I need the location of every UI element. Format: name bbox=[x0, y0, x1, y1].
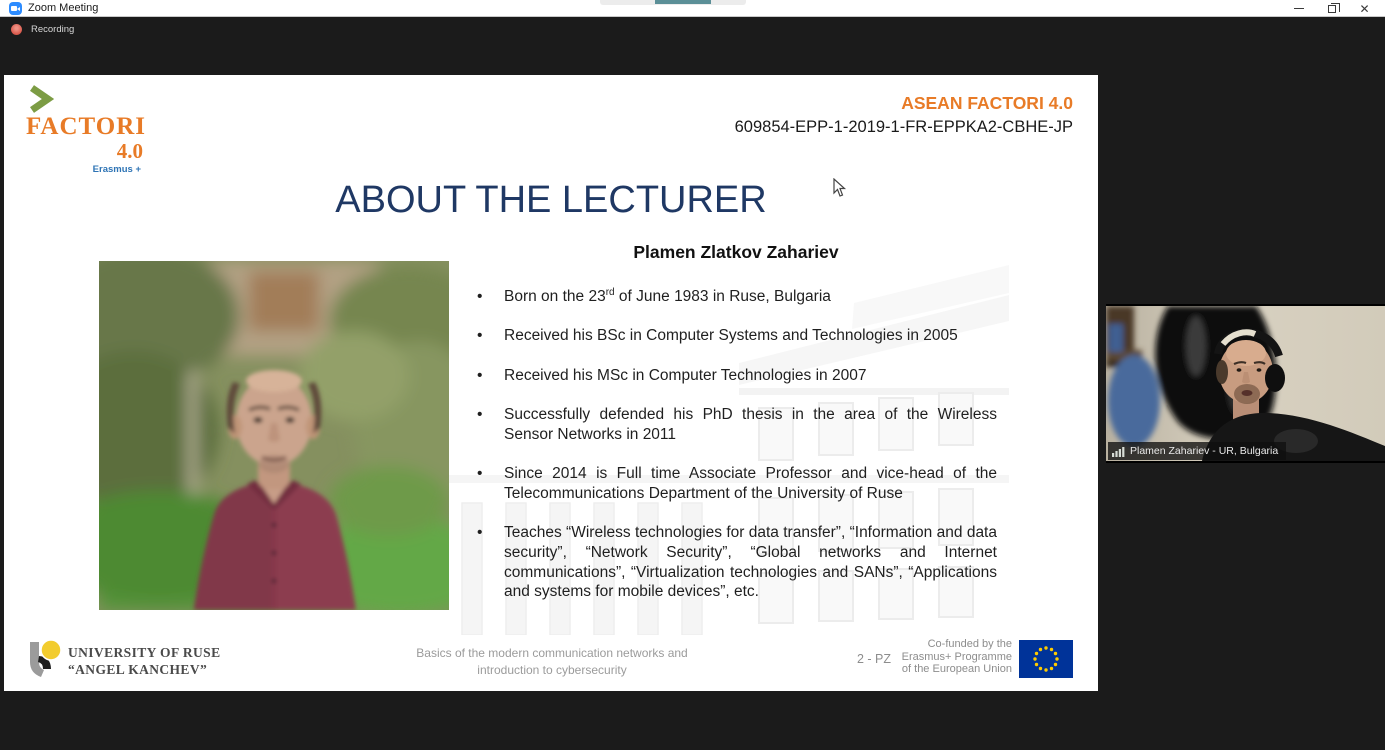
restore-icon bbox=[1328, 5, 1336, 13]
mouse-cursor-icon bbox=[833, 178, 847, 198]
bullet-text: Received his BSc in Computer Systems and Technologies in 2005 bbox=[504, 327, 958, 345]
factori-logo bbox=[26, 85, 146, 175]
factori-chevron-icon bbox=[28, 85, 54, 113]
recording-dot-icon bbox=[11, 24, 22, 35]
erasmus-label: Erasmus + bbox=[92, 164, 141, 175]
restore-button[interactable] bbox=[1315, 0, 1348, 17]
bullet-text: Since 2014 is Full time Associate Professor and vice-head of the Telecommunications Department of the University of Ruse bbox=[504, 464, 997, 502]
participant-name-text: Plamen Zahariev - UR, Bulgaria bbox=[1130, 445, 1279, 457]
bullet-item bbox=[477, 366, 997, 386]
close-button[interactable]: ✕ bbox=[1359, 1, 1370, 16]
bullet-item bbox=[477, 405, 997, 445]
factori-brand-text: FACTORI bbox=[26, 113, 146, 140]
bullet-marker: • bbox=[477, 327, 483, 345]
participant-video-thumbnail[interactable] bbox=[1106, 304, 1385, 463]
minimize-icon bbox=[1294, 8, 1304, 9]
minimize-button[interactable] bbox=[1282, 0, 1315, 17]
cofunded-line2: Erasmus+ Programme bbox=[901, 650, 1012, 663]
university-logo bbox=[24, 638, 66, 680]
bullet-marker: • bbox=[477, 288, 483, 305]
bullet-text: Born on the 23 bbox=[504, 288, 606, 305]
slide-number: 2 - PZ bbox=[857, 652, 892, 666]
bullet-item bbox=[477, 523, 997, 602]
bullet-superscript: rd bbox=[605, 286, 615, 298]
participant-video-frame bbox=[1106, 306, 1385, 461]
bullet-item bbox=[477, 287, 997, 307]
floating-control-tab[interactable] bbox=[600, 0, 746, 5]
slide-title: ABOUT THE LECTURER bbox=[335, 179, 767, 221]
lecturer-name: Plamen Zlatkov Zahariev bbox=[633, 242, 839, 262]
project-code: 609854-EPP-1-2019-1-FR-EPPKA2-CBHE-JP bbox=[734, 118, 1073, 137]
bullet-marker: • bbox=[477, 524, 483, 542]
bullet-item bbox=[477, 326, 997, 346]
bullet-text: of June 1983 in Ruse, Bulgaria bbox=[614, 288, 831, 305]
window-title: Zoom Meeting bbox=[28, 2, 99, 14]
zoom-app-icon bbox=[9, 2, 22, 15]
course-title bbox=[352, 645, 752, 679]
lecturer-photo bbox=[99, 261, 449, 610]
window-titlebar bbox=[0, 0, 1385, 17]
lecturer-bullet-list bbox=[477, 287, 997, 622]
bullet-text: Received his MSc in Computer Technologies in 2007 bbox=[504, 366, 867, 384]
cofunded-text bbox=[902, 638, 1012, 676]
project-title: ASEAN FACTORI 4.0 bbox=[901, 93, 1073, 113]
participant-name-label bbox=[1108, 442, 1286, 460]
university-name: UNIVERSITY OF RUSE bbox=[68, 645, 221, 660]
recording-indicator bbox=[11, 24, 74, 35]
bullet-marker: • bbox=[477, 464, 483, 482]
bullet-text: Successfully defended his PhD thesis in the area of the Wireless Sensor Networks in 2011 bbox=[504, 405, 997, 443]
course-title-line1: Basics of the modern communication networks and bbox=[416, 646, 688, 660]
university-patron: “ANGEL KANCHEV” bbox=[68, 662, 208, 677]
project-header bbox=[735, 94, 1073, 137]
cofunded-line3: of the European Union bbox=[901, 663, 1012, 676]
bullet-text: Teaches “Wireless technologies for data transfer”, “Information and data security”, “Network Security”, “Global networks and Internet communications”, “Virtualization technologies and SANs”, “Applications and systems for mobile devices”, etc. bbox=[504, 524, 997, 601]
bullet-marker: • bbox=[477, 366, 483, 384]
bullet-marker: • bbox=[477, 405, 483, 423]
bullet-item bbox=[477, 464, 997, 504]
university-name-block bbox=[68, 644, 220, 678]
cofunded-line1: Co-funded by the bbox=[927, 638, 1012, 650]
course-title-line2: introduction to cybersecurity bbox=[477, 663, 627, 677]
factori-version-text: 4.0 bbox=[116, 139, 143, 163]
recording-label: Recording bbox=[31, 24, 75, 35]
connection-signal-icon bbox=[1112, 446, 1125, 457]
floating-control-accent bbox=[655, 0, 711, 4]
shared-screen-slide bbox=[4, 75, 1098, 691]
eu-flag-icon bbox=[1019, 640, 1073, 678]
